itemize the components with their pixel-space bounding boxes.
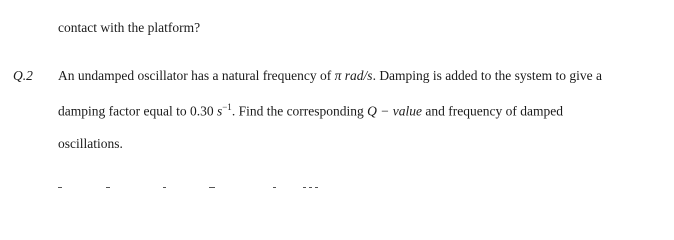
q2-line1-math: π rad/s <box>334 68 373 83</box>
q2-line-3: oscillations. <box>58 136 123 151</box>
q2-line-1 <box>58 68 602 84</box>
q2-line2-pre: damping factor equal to 0.30 <box>58 103 217 119</box>
q2-line2-unit: s <box>216 103 223 119</box>
q1-tail-text: contact with the platform? <box>58 20 201 35</box>
cropped-text-fragment <box>13 182 413 188</box>
q2-line2-exp: −1 <box>222 102 232 112</box>
q2-line1-post: . Damping is added to the system to give a <box>372 68 603 83</box>
q2-line2-mid: . Find the corresponding <box>231 103 368 119</box>
q2-line1-pre: An undamped oscillator has a natural frequency of <box>58 68 335 83</box>
q2-line2-post: and frequency of damped <box>422 103 563 119</box>
q2-line2-math: Q − value <box>367 103 423 119</box>
next-question-cropped <box>13 179 413 188</box>
q2-line-2 <box>58 102 563 120</box>
question-number-q2: Q.2 <box>13 68 33 83</box>
